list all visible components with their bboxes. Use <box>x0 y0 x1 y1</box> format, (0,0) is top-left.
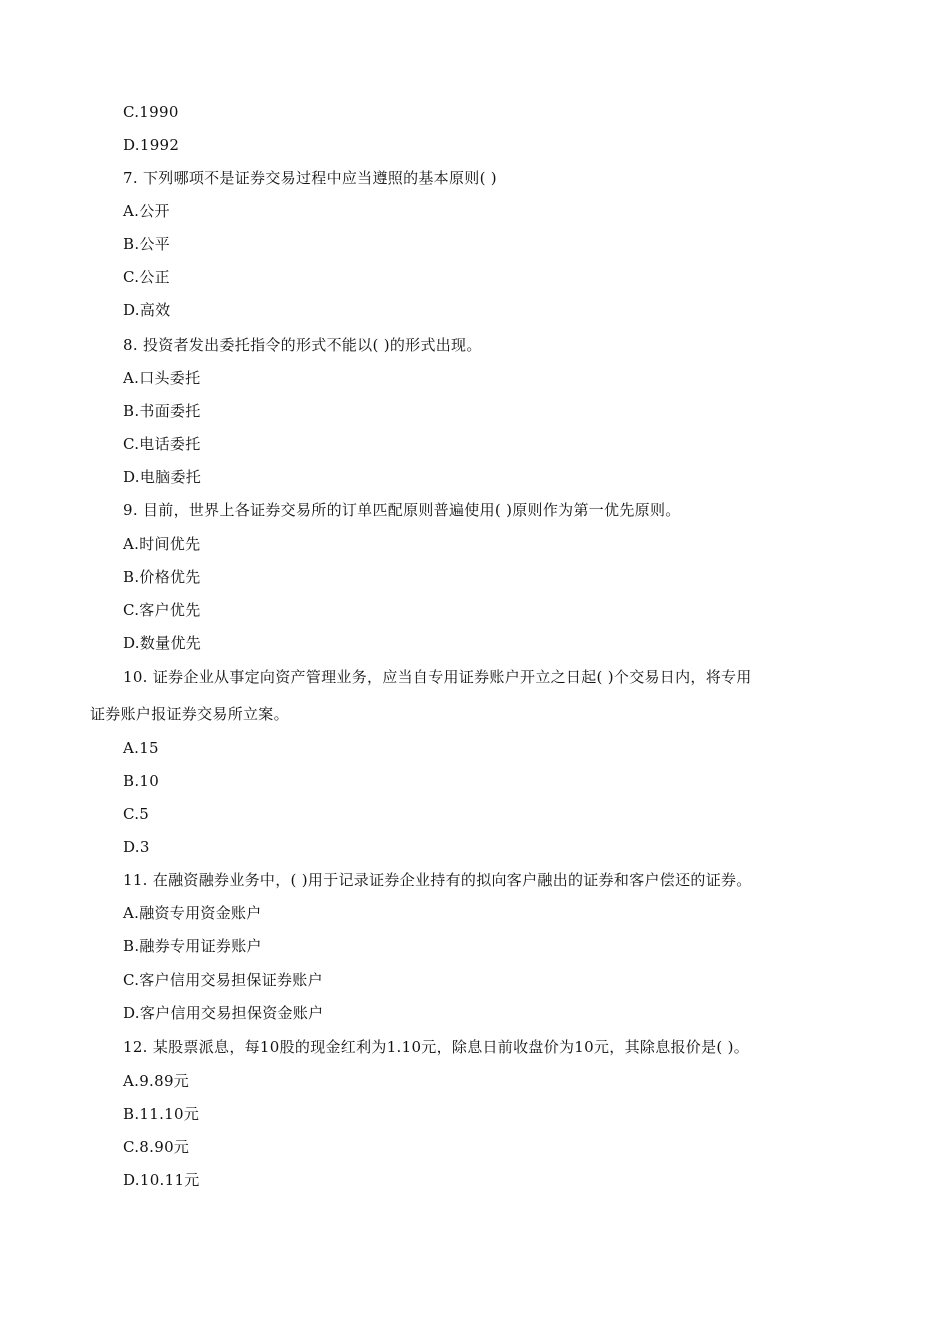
option-a-q11: A.融资专用资金账户 <box>123 904 262 922</box>
option-b-q8: B.书面委托 <box>123 402 201 420</box>
question-7: 7. 下列哪项不是证券交易过程中应当遵照的基本原则( ) <box>123 169 497 187</box>
option-d-q9: D.数量优先 <box>123 634 202 652</box>
question-12: 12. 某股票派息，每10股的现金红利为1.10元，除息日前收盘价为10元，其除息报价是( )。 <box>123 1038 750 1056</box>
option-b-q10: B.10 <box>123 772 160 790</box>
question-9: 9. 目前，世界上各证券交易所的订单匹配原则普遍使用( )原则作为第一优先原则。 <box>123 501 681 519</box>
option-c-q12: C.8.90元 <box>123 1138 190 1156</box>
option-a-q10: A.15 <box>123 739 159 757</box>
option-c-q8: C.电话委托 <box>123 435 201 453</box>
question-8: 8. 投资者发出委托指令的形式不能以( )的形式出现。 <box>123 336 482 354</box>
question-10-continued: 证券账户报证券交易所立案。 <box>90 705 289 723</box>
option-a-q7: A.公开 <box>123 202 170 220</box>
option-b-q12: B.11.10元 <box>123 1105 200 1123</box>
option-b-q7: B.公平 <box>123 235 170 253</box>
option-d-q11: D.客户信用交易担保资金账户 <box>123 1004 324 1022</box>
option-d-q10: D.3 <box>123 838 150 856</box>
question-10: 10. 证券企业从事定向资产管理业务，应当自专用证券账户开立之日起( )个交易日内，将专用 <box>123 668 752 686</box>
option-c-q7: C.公正 <box>123 268 170 286</box>
option-b-q11: B.融券专用证券账户 <box>123 937 262 955</box>
option-c-q11: C.客户信用交易担保证券账户 <box>123 971 323 989</box>
option-a-q9: A.时间优先 <box>123 535 201 553</box>
option-d-q8: D.电脑委托 <box>123 468 202 486</box>
option-c-q9: C.客户优先 <box>123 601 201 619</box>
option-a-q8: A.口头委托 <box>123 369 201 387</box>
option-a-q12: A.9.89元 <box>123 1072 190 1090</box>
option-b-q9: B.价格优先 <box>123 568 201 586</box>
option-d-q12: D.10.11元 <box>123 1171 200 1189</box>
option-d-q7: D.高效 <box>123 301 171 319</box>
option-d-q6: D.1992 <box>123 136 180 154</box>
option-c-q10: C.5 <box>123 805 150 823</box>
option-c-q6: C.1990 <box>123 103 179 121</box>
question-11: 11. 在融资融券业务中，( )用于记录证券企业持有的拟向客户融出的证券和客户偿还的证券。 <box>123 871 752 889</box>
